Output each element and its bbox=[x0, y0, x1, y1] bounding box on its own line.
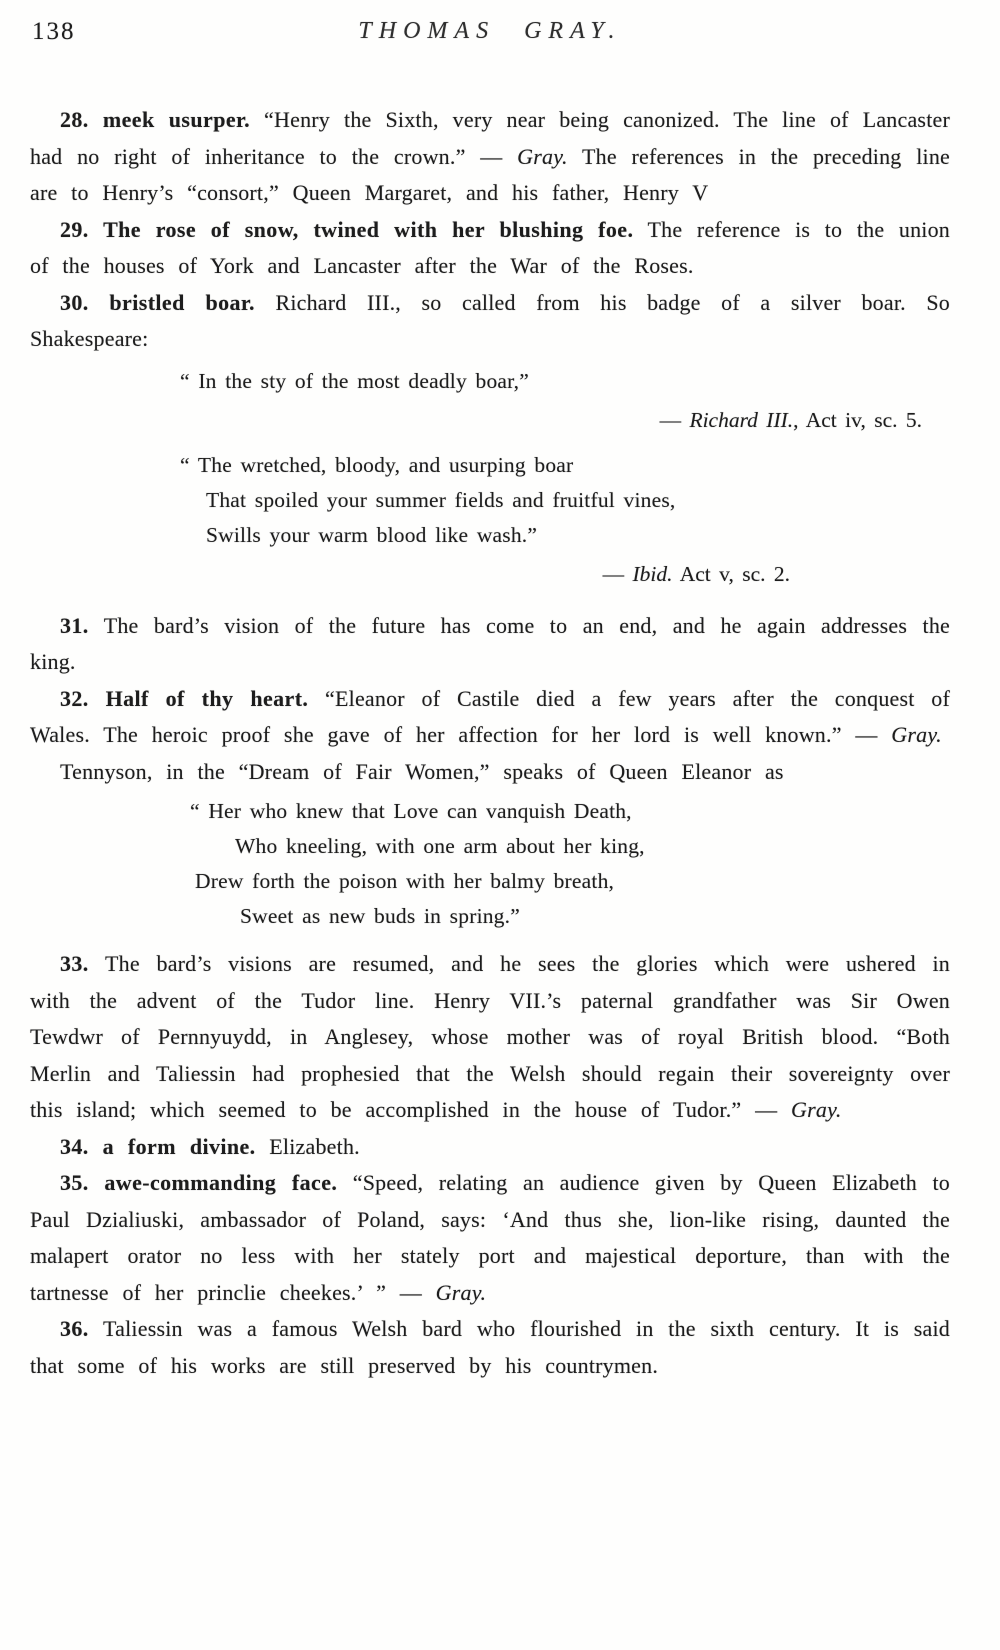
text-run: Who kneeling, with one arm about her king, bbox=[235, 834, 645, 858]
text-run: Sweet as new buds in spring.” bbox=[240, 904, 520, 928]
text-run: Elizabeth. bbox=[255, 1133, 360, 1159]
text-run: “ In the sty of the most deadly boar,” bbox=[180, 368, 529, 393]
note-31-bards-vision bbox=[30, 608, 950, 681]
poem-line bbox=[30, 864, 950, 899]
note-28-meek-usurper bbox=[30, 102, 950, 212]
page-number: 138 bbox=[32, 18, 76, 45]
bold-run: 33. bbox=[60, 951, 89, 976]
text-run: “Eleanor of Castile died a few years after the conquest of Wales. The heroic proof she gave of her affection for her lord is well known.” — bbox=[30, 685, 950, 747]
note-30-bristled-boar bbox=[30, 285, 950, 358]
italic-run: Gray. bbox=[517, 143, 568, 169]
poem-line bbox=[30, 794, 950, 829]
text-run: Act v, sc. 2. bbox=[672, 561, 790, 586]
text-run: Richard III., so called from his badge of a silver boar. So Shakespeare: bbox=[30, 289, 951, 351]
quote-attribution bbox=[30, 557, 950, 592]
bold-run: 35. awe-commanding face. bbox=[60, 1170, 338, 1195]
text-run: “Speed, relating an audience given by Queen Elizabeth to Paul Dzialiuski, ambassador of Poland, says: ‘And thus she, lion-like rising, daunted the malapert orator no less with her stately port and majestical deporture, than with the tartnesse of her princlie cheekes.’ ” — bbox=[30, 1170, 950, 1305]
text-run: “Henry the Sixth, very near being canonized. The line of Lancaster had no right of inheritance to the crown.” — bbox=[30, 107, 950, 169]
italic-run: Gray. bbox=[791, 1097, 842, 1122]
text-run: The bard’s vision of the future has come to an end, and he again addresses the king. bbox=[30, 612, 950, 674]
quote-attribution bbox=[30, 403, 950, 438]
quote-line bbox=[30, 448, 950, 483]
text-run: “ Her who knew that Love can vanquish Death, bbox=[190, 799, 632, 823]
note-32-half-of-thy-heart bbox=[30, 681, 950, 754]
text-run: The reference is to the union of the houses of York and Lancaster after the War of the Roses. bbox=[30, 216, 950, 278]
bold-run: 29. The rose of snow, twined with her blushing foe. bbox=[60, 216, 634, 242]
quote-richard-iii bbox=[30, 364, 950, 438]
note-29-rose-of-snow bbox=[30, 212, 950, 285]
bold-run: 32. Half of thy heart. bbox=[60, 685, 309, 711]
quote-line bbox=[30, 483, 950, 518]
bold-run: 36. bbox=[60, 1316, 89, 1341]
page-body bbox=[30, 102, 950, 1384]
bold-run: 28. meek usurper. bbox=[60, 107, 251, 132]
text-run: Tennyson, in the “Dream of Fair Women,” speaks of Queen Eleanor as bbox=[60, 758, 784, 784]
text-run: “ The wretched, bloody, and usurping boar bbox=[180, 452, 574, 477]
text-run: The references in the preceding line are to Henry’s “consort,” Queen Margaret, and his father, Henry V bbox=[30, 143, 950, 205]
bold-run: 31. bbox=[60, 612, 89, 638]
text-run: — bbox=[602, 561, 633, 586]
italic-run: Ibid. bbox=[632, 561, 673, 586]
italic-run: Gray. bbox=[435, 1279, 487, 1305]
text-run: The bard’s visions are resumed, and he sees the glories which were ushered in with the advent of the Tudor line. Henry VII.’s paternal grandfather was Sir Owen Tewdwr of Pernnyuydd, in Anglesey, whose mother was of royal British blood. “Both Merlin and Taliessin had prophesied that the Welsh should regain their sovereignty over this island; which seemed to be accomplished in the house of Tudor.” — bbox=[30, 951, 950, 1122]
italic-run: Gray. bbox=[891, 722, 942, 747]
quote-line bbox=[30, 364, 950, 399]
text-run: , Act iv, sc. 5. bbox=[793, 407, 922, 432]
text-run: Swills your warm blood like wash.” bbox=[206, 522, 538, 547]
quote-line bbox=[30, 518, 950, 553]
italic-run: Richard III. bbox=[689, 407, 794, 432]
page-header bbox=[30, 16, 950, 54]
bold-run: 30. bristled boar. bbox=[60, 289, 255, 315]
quote-tennyson-poem bbox=[30, 794, 950, 934]
running-title: THOMAS GRAY. bbox=[358, 18, 622, 44]
bold-run: 34. a form divine. bbox=[60, 1133, 256, 1159]
note-33-bards-visions-resumed bbox=[30, 946, 950, 1129]
note-35-awe-commanding-face bbox=[30, 1165, 950, 1311]
text-run: That spoiled your summer fields and fruitful vines, bbox=[206, 487, 676, 512]
text-run: Taliessin was a famous Welsh bard who flourished in the sixth century. It is said that some of his works are still preserved by his countrymen. bbox=[30, 1316, 950, 1378]
tennyson-intro bbox=[30, 754, 950, 791]
text-run: Drew forth the poison with her balmy breath, bbox=[195, 869, 615, 893]
note-34-a-form-divine bbox=[30, 1129, 950, 1166]
poem-line bbox=[30, 829, 950, 864]
text-run: — bbox=[659, 407, 690, 432]
quote-usurping-boar bbox=[30, 448, 950, 592]
note-36-taliessin bbox=[30, 1311, 950, 1384]
poem-line bbox=[30, 899, 950, 934]
